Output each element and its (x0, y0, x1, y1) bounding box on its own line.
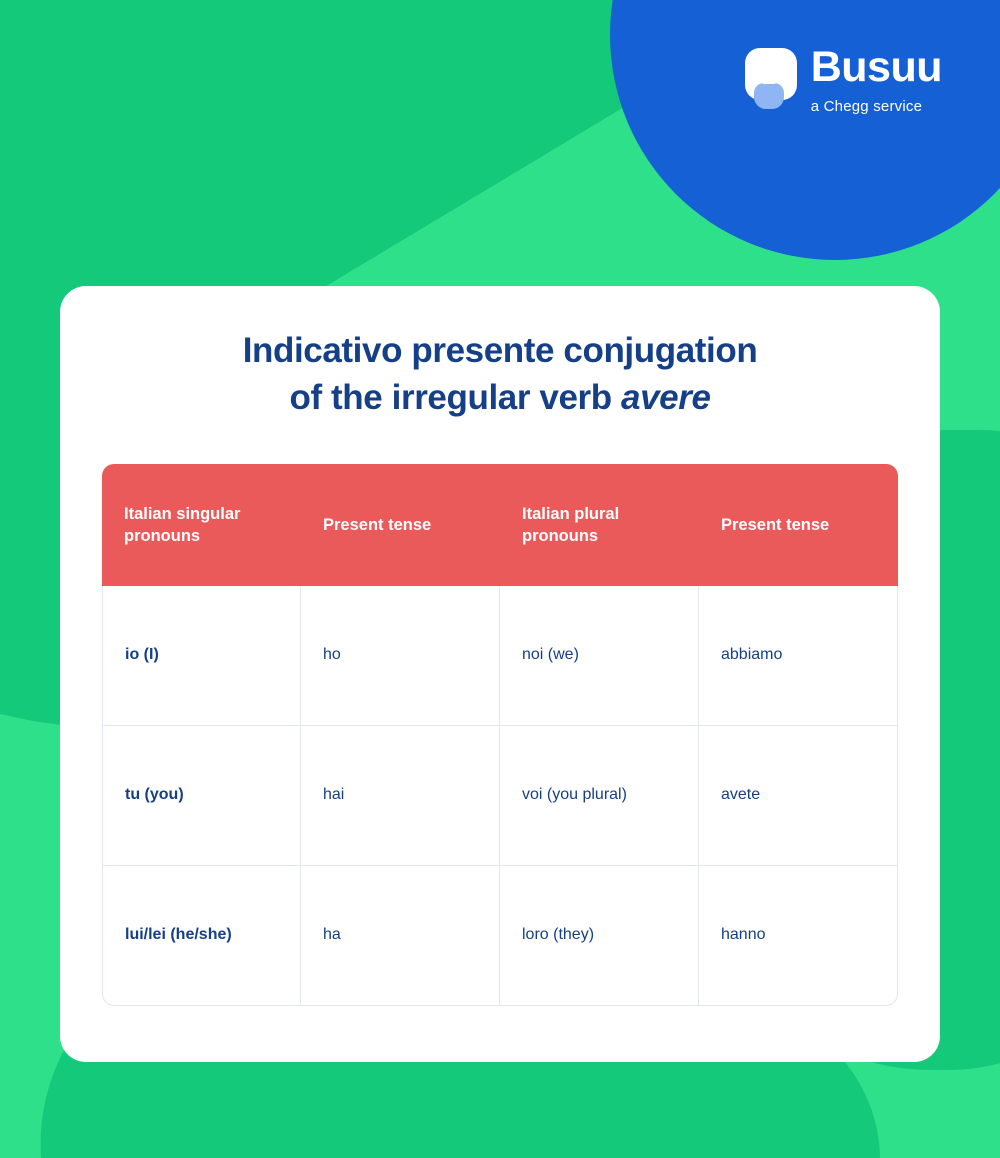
page-title-line-2-prefix: of the irregular verb (289, 377, 622, 417)
cell-plural-pronoun: voi (you plural) (500, 726, 699, 866)
cell-plural-form: avete (699, 726, 898, 866)
page-title-line-1: Indicativo presente conjugation (242, 331, 758, 370)
brand-text (811, 42, 942, 115)
table-row (102, 866, 898, 1006)
column-header-singular-present-tense: Present tense (301, 464, 500, 586)
cell-plural-pronoun: noi (we) (500, 586, 699, 726)
conjugation-table-wrapper (100, 464, 900, 1006)
brand-tagline: a Chegg service (810, 98, 923, 115)
cell-singular-form: ho (301, 586, 500, 726)
column-header-plural-present-tense: Present tense (699, 464, 898, 586)
busuu-speech-bubble-icon (745, 48, 797, 100)
cell-singular-form: hai (301, 726, 500, 866)
page-title-verb: avere (621, 377, 711, 417)
cell-plural-pronoun: loro (they) (500, 866, 699, 1006)
content-card (60, 286, 940, 1062)
table-row (102, 586, 898, 726)
brand-lockup (745, 42, 942, 115)
table-head (102, 464, 898, 586)
table-row (102, 726, 898, 866)
cell-singular-pronoun: tu (you) (102, 726, 301, 866)
conjugation-table (102, 464, 898, 1006)
cell-singular-pronoun: lui/lei (he/she) (102, 866, 301, 1006)
table-header-row (102, 464, 898, 586)
page-title (100, 328, 900, 422)
cell-plural-form: abbiamo (699, 586, 898, 726)
column-header-singular-pronouns: Italian singular pronouns (102, 464, 301, 586)
table-body (102, 586, 898, 1006)
cell-plural-form: hanno (699, 866, 898, 1006)
brand-name: Busuu (810, 43, 942, 91)
column-header-plural-pronouns: Italian plural pronouns (500, 464, 699, 586)
cell-singular-pronoun: io (I) (102, 586, 301, 726)
cell-singular-form: ha (301, 866, 500, 1006)
